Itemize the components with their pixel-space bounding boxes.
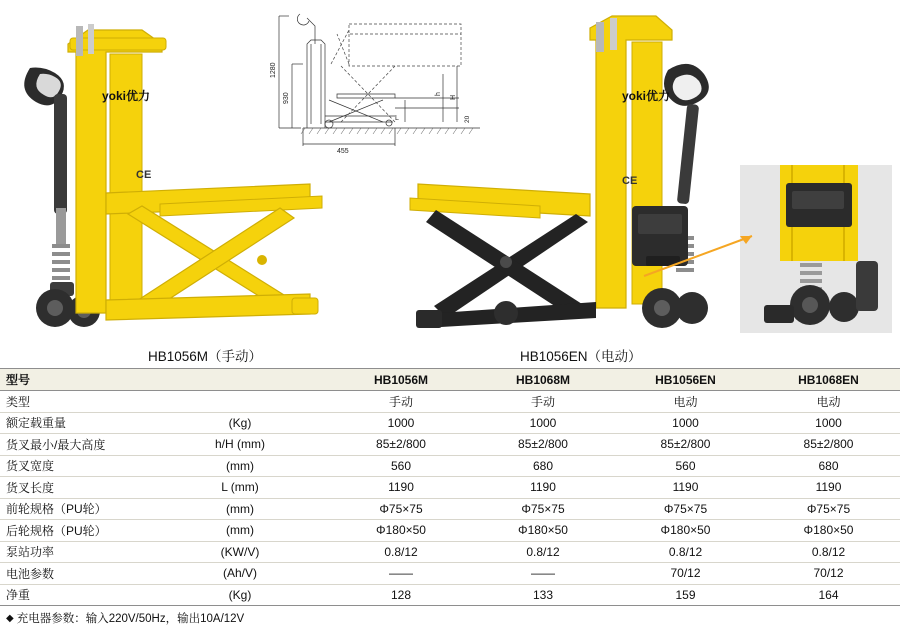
row-label: 后轮规格（PU轮） (0, 520, 150, 542)
ce-mark-left: CE (136, 169, 152, 181)
row-value: Φ75×75 (757, 498, 900, 520)
caption-electric: HB1056EN（电动） (520, 349, 642, 364)
header-cell-2: HB1056M (330, 369, 472, 391)
row-value: 560 (330, 455, 472, 477)
row-unit (150, 391, 330, 413)
row-value: 1000 (614, 412, 757, 434)
row-value: 85±2/800 (757, 434, 900, 456)
header-cell-1 (150, 369, 330, 391)
header-cell-0: 型号 (0, 369, 150, 391)
diamond-bullet-icon: ◆ (6, 613, 14, 624)
row-label: 前轮规格（PU轮） (0, 498, 150, 520)
table-row (0, 412, 900, 434)
row-unit: (KW/V) (150, 541, 330, 563)
row-value: Φ75×75 (330, 498, 472, 520)
row-value: —— (330, 563, 472, 585)
dim-H-label: H (450, 94, 457, 100)
row-value: 70/12 (614, 563, 757, 585)
row-value: —— (472, 563, 614, 585)
dim-L-label: L (395, 115, 399, 122)
footnote-row (6, 610, 244, 626)
row-label: 货叉宽度 (0, 455, 150, 477)
brand-text-left: yoki优力 (102, 89, 151, 103)
brand-text-right: yoki优力 (622, 89, 671, 103)
row-label: 泵站功率 (0, 541, 150, 563)
header-cell-4: HB1056EN (614, 369, 757, 391)
table-row (0, 455, 900, 477)
row-value: 159 (614, 584, 757, 606)
row-label: 净重 (0, 584, 150, 606)
row-value: 1190 (472, 477, 614, 499)
row-value: 手动 (330, 391, 472, 413)
row-value: Φ75×75 (614, 498, 757, 520)
row-value: 70/12 (757, 563, 900, 585)
row-value: 电动 (757, 391, 900, 413)
row-unit: (mm) (150, 520, 330, 542)
detail-photo-inset (740, 165, 892, 333)
header-cell-5: HB1068EN (757, 369, 900, 391)
row-value: Φ180×50 (757, 520, 900, 542)
spec-table (0, 368, 900, 606)
dim-930-label: 930 (283, 92, 290, 104)
row-value: 680 (472, 455, 614, 477)
row-value: Φ75×75 (472, 498, 614, 520)
row-unit: (Kg) (150, 584, 330, 606)
row-label: 货叉长度 (0, 477, 150, 499)
row-label: 电池参数 (0, 563, 150, 585)
row-value: 1000 (757, 412, 900, 434)
row-value: 0.8/12 (757, 541, 900, 563)
row-unit: (mm) (150, 455, 330, 477)
row-value: 85±2/800 (614, 434, 757, 456)
row-value: 133 (472, 584, 614, 606)
caption-manual: HB1056M（手动） (148, 349, 263, 364)
row-value: Φ180×50 (472, 520, 614, 542)
row-value: 0.8/12 (330, 541, 472, 563)
table-row (0, 498, 900, 520)
row-unit: (Ah/V) (150, 563, 330, 585)
product-photo-manual (10, 8, 340, 338)
row-unit: (Kg) (150, 412, 330, 434)
header-cell-3: HB1068M (472, 369, 614, 391)
row-value: 1190 (614, 477, 757, 499)
row-value: 164 (757, 584, 900, 606)
row-unit: (mm) (150, 498, 330, 520)
table-row (0, 584, 900, 606)
row-value: 电动 (614, 391, 757, 413)
table-row (0, 563, 900, 585)
row-unit: h/H (mm) (150, 434, 330, 456)
dim-h-label: h (435, 92, 442, 96)
table-row (0, 434, 900, 456)
row-label: 货叉最小/最大高度 (0, 434, 150, 456)
dim-1280-label: 1280 (270, 62, 277, 78)
row-value: Φ180×50 (614, 520, 757, 542)
row-value: 85±2/800 (330, 434, 472, 456)
table-row (0, 477, 900, 499)
table-row (0, 541, 900, 563)
row-value: 1190 (330, 477, 472, 499)
dim-20-label: 20 (464, 115, 471, 123)
row-value: 1190 (757, 477, 900, 499)
row-label: 类型 (0, 391, 150, 413)
row-value: 128 (330, 584, 472, 606)
row-value: 680 (757, 455, 900, 477)
row-unit: L (mm) (150, 477, 330, 499)
row-value: 0.8/12 (472, 541, 614, 563)
spec-table-wrapper (0, 368, 900, 606)
dim-455-label: 455 (337, 148, 349, 154)
row-value: Φ180×50 (330, 520, 472, 542)
row-value: 手动 (472, 391, 614, 413)
callout-arrow (640, 230, 760, 290)
ce-mark-right: CE (622, 175, 638, 187)
table-row (0, 391, 900, 413)
row-value: 1000 (330, 412, 472, 434)
footnote-text: 充电器参数：输入220V/50Hz，输出10A/12V (16, 613, 245, 625)
table-header-row (0, 369, 900, 391)
row-value: 0.8/12 (614, 541, 757, 563)
row-value: 1000 (472, 412, 614, 434)
row-label: 额定载重量 (0, 412, 150, 434)
row-value: 560 (614, 455, 757, 477)
row-value: 85±2/800 (472, 434, 614, 456)
table-row (0, 520, 900, 542)
